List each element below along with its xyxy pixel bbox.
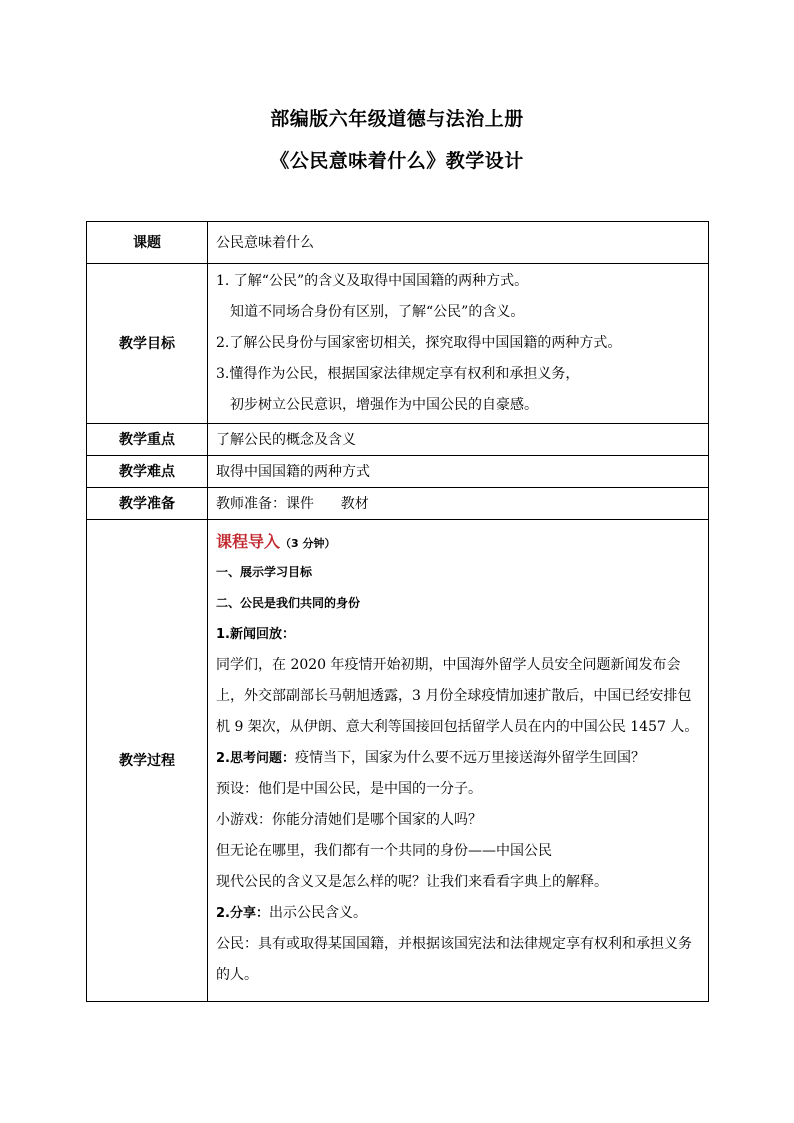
row-key-point: [87, 424, 709, 456]
goal-line: 3.懂得作为公民，根据国家法律规定享有权利和承担义务，: [216, 366, 580, 382]
goal-line: 知道不同场合身份有区别，了解“公民”的含义。: [230, 304, 525, 320]
common-identity-text: 但无论在哪里，我们都有一个共同的身份——中国公民: [216, 843, 552, 859]
label-goals: 教学目标: [87, 264, 208, 424]
label-process: 教学过程: [87, 520, 208, 1002]
row-process: [87, 520, 709, 1002]
section-duration: （3 分钟）: [280, 537, 336, 550]
value-goals: [208, 264, 709, 424]
label-key-point: 教学重点: [87, 424, 208, 456]
share-line: [216, 898, 700, 929]
think-line: [216, 743, 700, 774]
document-title: 部编版六年级道德与法治上册: [270, 108, 524, 130]
share-label: 2.分享：: [216, 906, 269, 921]
section-title: 课程导入: [216, 532, 281, 551]
row-topic: [87, 222, 709, 264]
row-goals: [87, 264, 709, 424]
goal-line: 2.了解公民身份与国家密切相关，探究取得中国国籍的两种方式。: [216, 335, 622, 351]
section-heading: [216, 526, 700, 557]
share-text: 出示公民含义。: [268, 905, 367, 921]
news-label: 1.新闻回放：: [216, 627, 295, 642]
label-preparation: 教学准备: [87, 488, 208, 520]
value-difficulty: 取得中国国籍的两种方式: [208, 456, 709, 488]
process-item: 二、公民是我们共同的身份: [216, 596, 361, 610]
document-subtitle: 《公民意味着什么》教学设计: [270, 150, 524, 172]
row-difficulty: [87, 456, 709, 488]
value-process: [208, 520, 709, 1002]
goal-line: 初步树立公民意识，增强作为中国公民的自豪感。: [230, 397, 538, 413]
goal-line: 1. 了解“公民”的含义及取得中国国籍的两种方式。: [216, 273, 529, 289]
think-label: 2.思考问题：: [216, 751, 295, 766]
definition-text: 公民：具有或取得某国国籍，并根据该国宪法和法律规定享有权利和承担义务的人。: [216, 936, 692, 983]
label-difficulty: 教学难点: [87, 456, 208, 488]
game-text: 小游戏：你能分清她们是哪个国家的人吗？: [216, 812, 482, 828]
preset-text: 预设：他们是中国公民，是中国的一分子。: [216, 781, 482, 797]
modern-text: 现代公民的含义又是怎么样的呢？让我们来看看字典上的解释。: [216, 874, 608, 890]
lesson-plan-table: [86, 221, 709, 1002]
news-text: 同学们，在 2020 年疫情开始初期，中国海外留学人员安全问题新闻发布会上，外交部副部长马朝旭透露，3 月份全球疫情加速扩散后，中国已经安排包机 9 架次，从伊朗、意大利等国接回包括留学人员在内的中国公民 1457 人。: [216, 657, 699, 735]
think-text: 疫情当下，国家为什么要不远万里接送海外留学生回国？: [294, 750, 645, 766]
value-topic: 公民意味着什么: [208, 222, 709, 264]
label-topic: 课题: [87, 222, 208, 264]
value-preparation: 教师准备：课件 教材: [208, 488, 709, 520]
process-item: 一、展示学习目标: [216, 565, 313, 579]
value-key-point: 了解公民的概念及含义: [208, 424, 709, 456]
row-preparation: [87, 488, 709, 520]
